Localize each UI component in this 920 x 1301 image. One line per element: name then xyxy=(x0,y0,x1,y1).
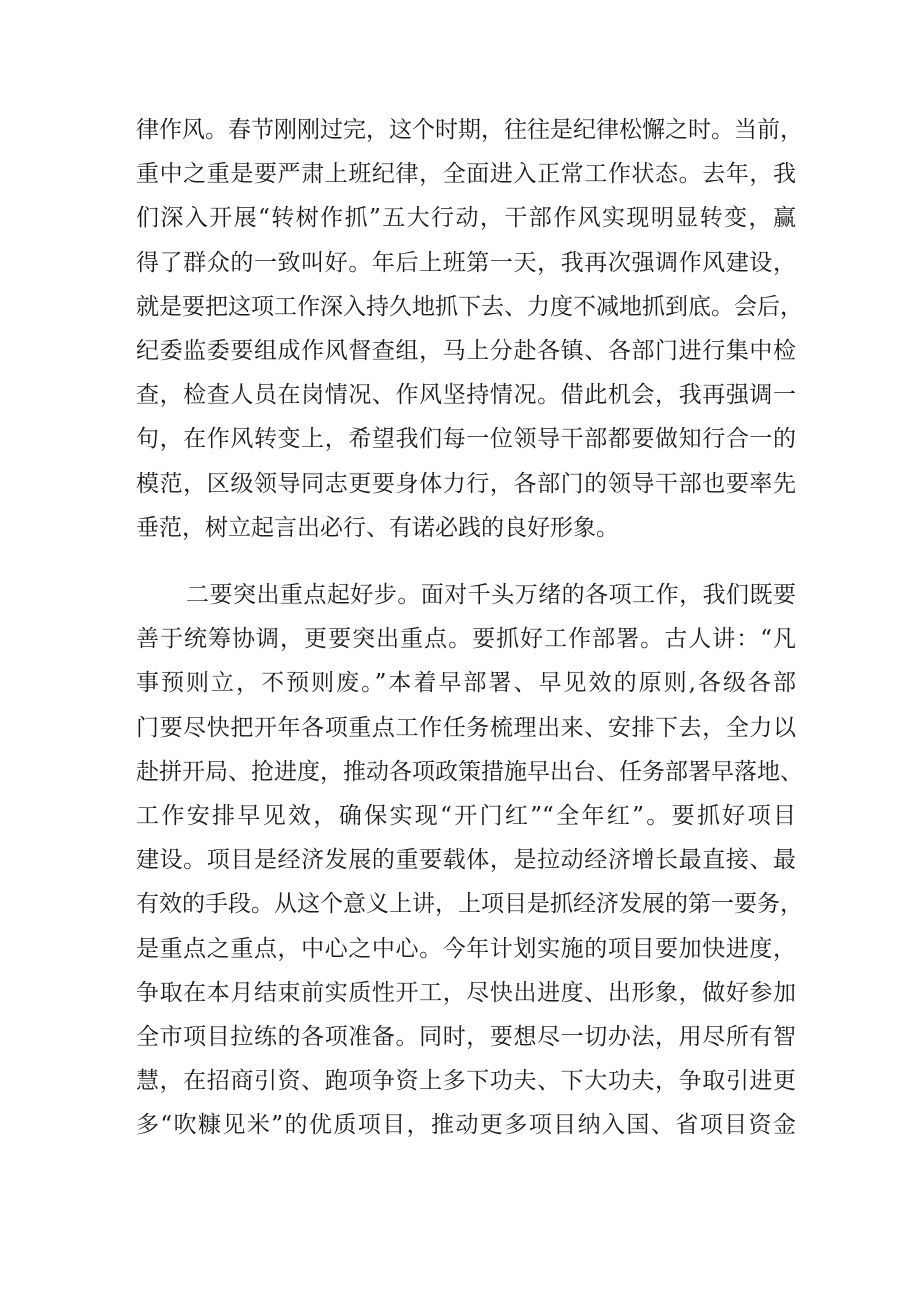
text-line: 二要突出重点起好步。面对千头万绪的各项工作，我们既要 xyxy=(186,582,796,608)
text-line: 事预则立，不预则废。”本着早部署、早见效的原则,各级各部 xyxy=(136,670,796,697)
paragraph-1 xyxy=(136,108,803,550)
text-line: 模范，区级领导同志更要身体力行，各部门的领导干部也要率先 xyxy=(136,470,796,497)
paragraph-2 xyxy=(136,573,803,1147)
text-line: 纪委监委要组成作风督查组，马上分赴各镇、各部门进行集中检 xyxy=(136,337,796,364)
text-line: 重中之重是要严肃上班纪律，全面进入正常工作状态。去年，我 xyxy=(136,161,796,188)
text-line: 建设。项目是经济发展的重要载体，是拉动经济增长最直接、最 xyxy=(136,847,796,874)
text-line: 是重点之重点，中心之中心。今年计划实施的项目要加快进度， xyxy=(136,935,796,962)
text-line: 垂范，树立起言出必行、有诺必践的良好形象。 xyxy=(136,514,619,541)
text-line: 善于统筹协调，更要突出重点。要抓好工作部署。古人讲：“凡 xyxy=(136,626,796,653)
text-line: 慧，在招商引资、跑项争资上多下功夫、下大功夫，争取引进更 xyxy=(136,1068,796,1095)
text-line: 句，在作风转变上，希望我们每一位领导干部都要做知行合一的 xyxy=(136,426,796,453)
text-line: 全市项目拉练的各项准备。同时，要想尽一切办法，用尽所有智 xyxy=(136,1023,796,1050)
text-line: 律作风。春节刚刚过完，这个时期，往往是纪律松懈之时。当前， xyxy=(136,117,803,143)
text-line: 赴拼开局、抢进度，推动各项政策措施早出台、任务部署早落地、 xyxy=(136,758,803,785)
text-line: 就是要把这项工作深入持久地抓下去、力度不减地抓到底。会后， xyxy=(136,293,803,320)
text-line: 得了群众的一致叫好。年后上班第一天，我再次强调作风建设， xyxy=(136,249,796,276)
text-line: 们深入开展“转树作抓”五大行动，干部作风实现明显转变，赢 xyxy=(136,205,796,232)
text-line: 查，检查人员在岗情况、作风坚持情况。借此机会，我再强调一 xyxy=(136,382,796,409)
text-line: 争取在本月结束前实质性开工，尽快出进度、出形象，做好参加 xyxy=(136,979,796,1006)
text-line: 工作安排早见效，确保实现“开门红”“全年红”。要抓好项目 xyxy=(136,802,796,829)
text-line: 有效的手段。从这个意义上讲，上项目是抓经济发展的第一要务， xyxy=(136,891,803,918)
text-line: 门要尽快把开年各项重点工作任务梳理出来、安排下去，全力以 xyxy=(136,714,796,741)
text-line: 多“吹糠见米”的优质项目，推动更多项目纳入国、省项目资金 xyxy=(136,1112,796,1139)
